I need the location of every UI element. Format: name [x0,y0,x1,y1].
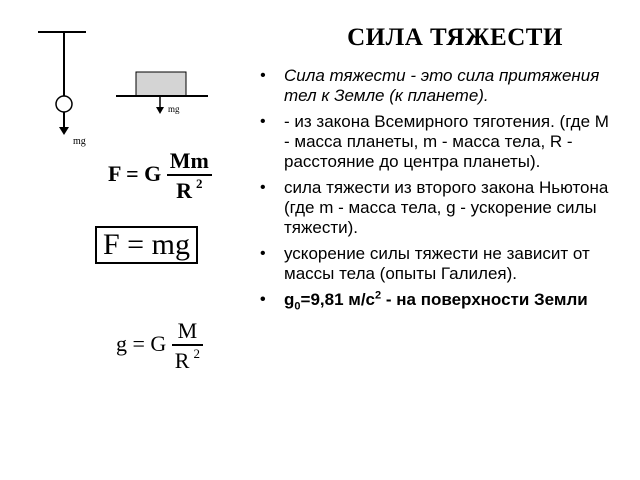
bullet-text: ускорение силы тяжести не зависит от массы тела (опыты Галилея). [284,244,590,283]
bullet-definition [260,66,610,106]
pendulum-figure [28,24,98,154]
gravitation-formula [108,148,212,204]
g0-superscript: 2 [375,289,382,302]
g0-symbol: g [284,290,295,309]
g0-subscript: 0 [294,300,301,313]
pendulum-force-label: mg [73,136,86,147]
bullet-marker: • [260,179,266,196]
bullet-marker: • [260,67,266,84]
acceleration-numerator: M [172,318,203,346]
g0-rest: - на поверхности Земли [381,290,588,309]
bullet-universal-law [260,112,610,172]
block-figure [112,66,212,116]
gravitation-exponent: 2 [196,176,203,191]
g0-value: =9,81 м/с [300,290,376,309]
newton-formula [95,226,198,264]
block-force-label: mg [168,104,180,114]
acceleration-den-r: R [174,348,190,373]
acceleration-exponent: 2 [193,346,200,361]
gravitation-fraction [167,148,212,204]
gravitation-lhs: F = G [108,161,162,187]
acceleration-fraction [172,318,203,374]
acceleration-denominator [172,346,203,374]
bullet-text: - из закона Всемирного тяготения. (где M - масса планеты, m - масса тела, R - расстояние до центра планеты). [284,112,609,171]
acceleration-lhs: g = G [116,331,167,357]
bullet-marker: • [260,113,266,130]
gravitation-den-r: R [176,178,193,203]
newton-formula-box: F = mg [95,226,198,264]
bullet-marker: • [260,245,266,262]
bullet-surface-gravity [260,289,610,313]
bullet-marker: • [260,291,266,308]
bullet-list [260,66,610,316]
bullet-newton-law [260,178,610,238]
acceleration-formula [116,318,203,374]
gravitation-numerator: Mm [167,148,212,176]
bullet-text: Сила тяжести - это сила притяжения тел к Земле (к планете). [284,66,600,105]
gravitation-denominator [167,176,212,204]
bullet-galileo [260,244,610,284]
slide-title: СИЛА ТЯЖЕСТИ [347,24,563,51]
bullet-text: сила тяжести из второго закона Ньютона (где m - масса тела, g - ускорение силы тяжести). [284,178,609,237]
